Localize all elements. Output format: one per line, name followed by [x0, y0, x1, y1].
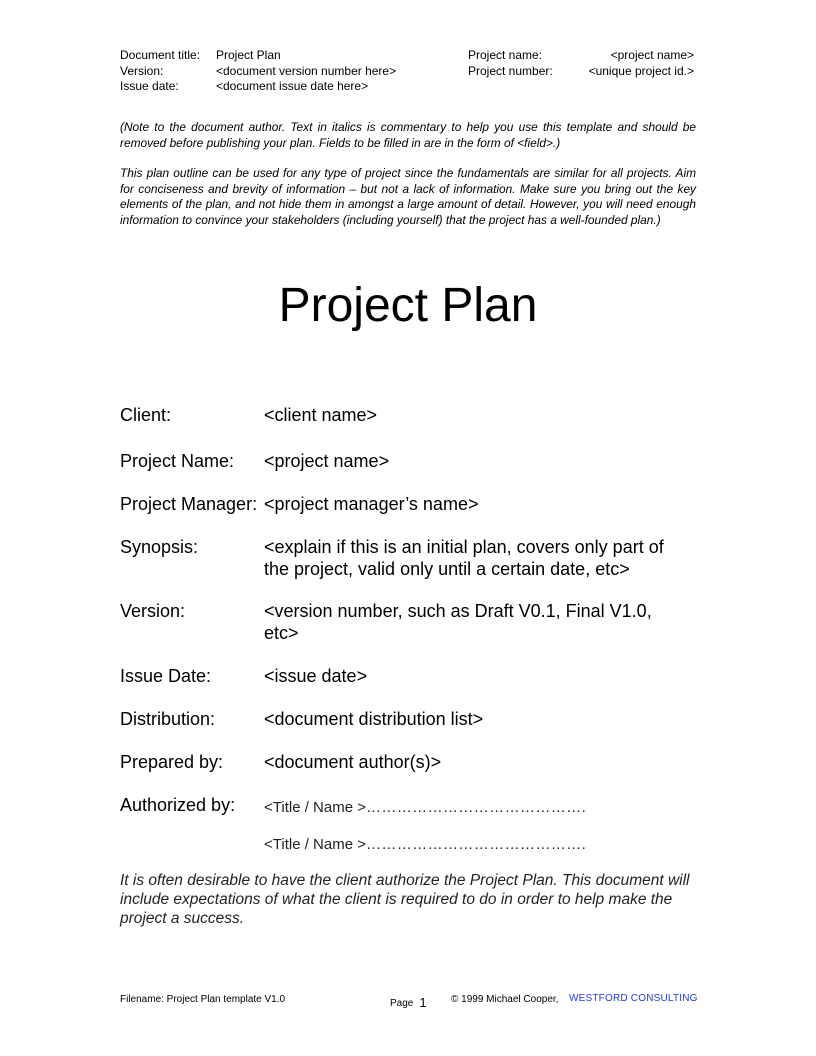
- synopsis-value: <explain if this is an initial plan, covers only part of the project, valid only until a certain date, etc>: [264, 537, 664, 579]
- project-name-field-value: <project name>: [264, 451, 390, 471]
- footer-page-number: 1: [419, 995, 427, 1010]
- version-field-value: <version number, such as Draft V0.1, Final V1.0, etc>: [264, 601, 652, 643]
- signature-dots-1: …………………………………….: [365, 799, 587, 816]
- client-value: <client name>: [264, 405, 378, 425]
- closing-note: It is often desirable to have the client authorize the Project Plan. This document will include expectations of what the client is required to do in order to help make the project a success.: [120, 872, 690, 927]
- footer-page: [390, 994, 427, 1009]
- synopsis-label: Synopsis:: [120, 537, 199, 557]
- project-manager-value: <project manager’s name>: [264, 494, 479, 514]
- authorized-title-name-1: <Title / Name >: [264, 799, 366, 816]
- version-label: Version:: [120, 63, 164, 78]
- client-label: Client:: [120, 405, 172, 425]
- document-title-label: Document title:: [120, 48, 201, 62]
- prepared-by-label: Prepared by:: [120, 752, 224, 772]
- project-number-value: <unique project id.>: [588, 63, 694, 78]
- footer-copyright: © 1999 Michael Cooper,: [451, 994, 559, 1005]
- footer-filename: Filename: Project Plan template V1.0: [120, 994, 286, 1005]
- signature-dots-2: …………………………………….: [365, 836, 587, 853]
- header-row-title: [120, 48, 696, 64]
- footer-brand: WESTFORD CONSULTING: [569, 993, 698, 1004]
- authorized-line-1: [264, 797, 704, 819]
- prepared-by-value: <document author(s)>: [264, 752, 442, 772]
- project-name-field-label: Project Name:: [120, 451, 235, 471]
- author-note: (Note to the document author. Text in italics is commentary to help you use this template and should be removed before publishing your plan. Fields to be filled in are in the form of <field>.): [120, 120, 696, 150]
- authorized-by-label: Authorized by:: [120, 795, 236, 815]
- project-manager-label: Project Manager:: [120, 494, 258, 514]
- document-header: [120, 48, 696, 95]
- project-name-value: <project name>: [610, 48, 694, 62]
- issue-date-label: Issue date:: [120, 79, 179, 93]
- authorized-title-name-2: <Title / Name >: [264, 836, 366, 853]
- footer-page-label: Page: [390, 998, 414, 1009]
- version-value: <document version number here>: [216, 63, 397, 78]
- header-row-issue-date: [120, 79, 696, 95]
- project-number-label: Project number:: [468, 63, 553, 78]
- document-title-value: Project Plan: [216, 48, 281, 62]
- distribution-label: Distribution:: [120, 709, 216, 729]
- distribution-value: <document distribution list>: [264, 709, 484, 729]
- issue-date-field-value: <issue date>: [264, 666, 368, 686]
- page-title: Project Plan: [278, 279, 538, 332]
- authorized-line-2: [264, 834, 704, 856]
- plan-outline-note: This plan outline can be used for any type of project since the fundamentals are similar for all projects. Aim for conciseness and brevity of information – but not a lack of information. Make sure you bring out the key elements of the plan, and not hide them in amongst a large amount of detail. However, you will need enough information to convince your stakeholders (including yourself) that the project has a well-founded plan.): [120, 166, 696, 227]
- version-field-label: Version:: [120, 601, 186, 621]
- project-name-label: Project name:: [468, 48, 543, 62]
- header-row-version: [120, 64, 696, 80]
- issue-date-value: <document issue date here>: [216, 79, 369, 93]
- page-footer: [120, 991, 700, 1009]
- issue-date-field-label: Issue Date:: [120, 666, 212, 686]
